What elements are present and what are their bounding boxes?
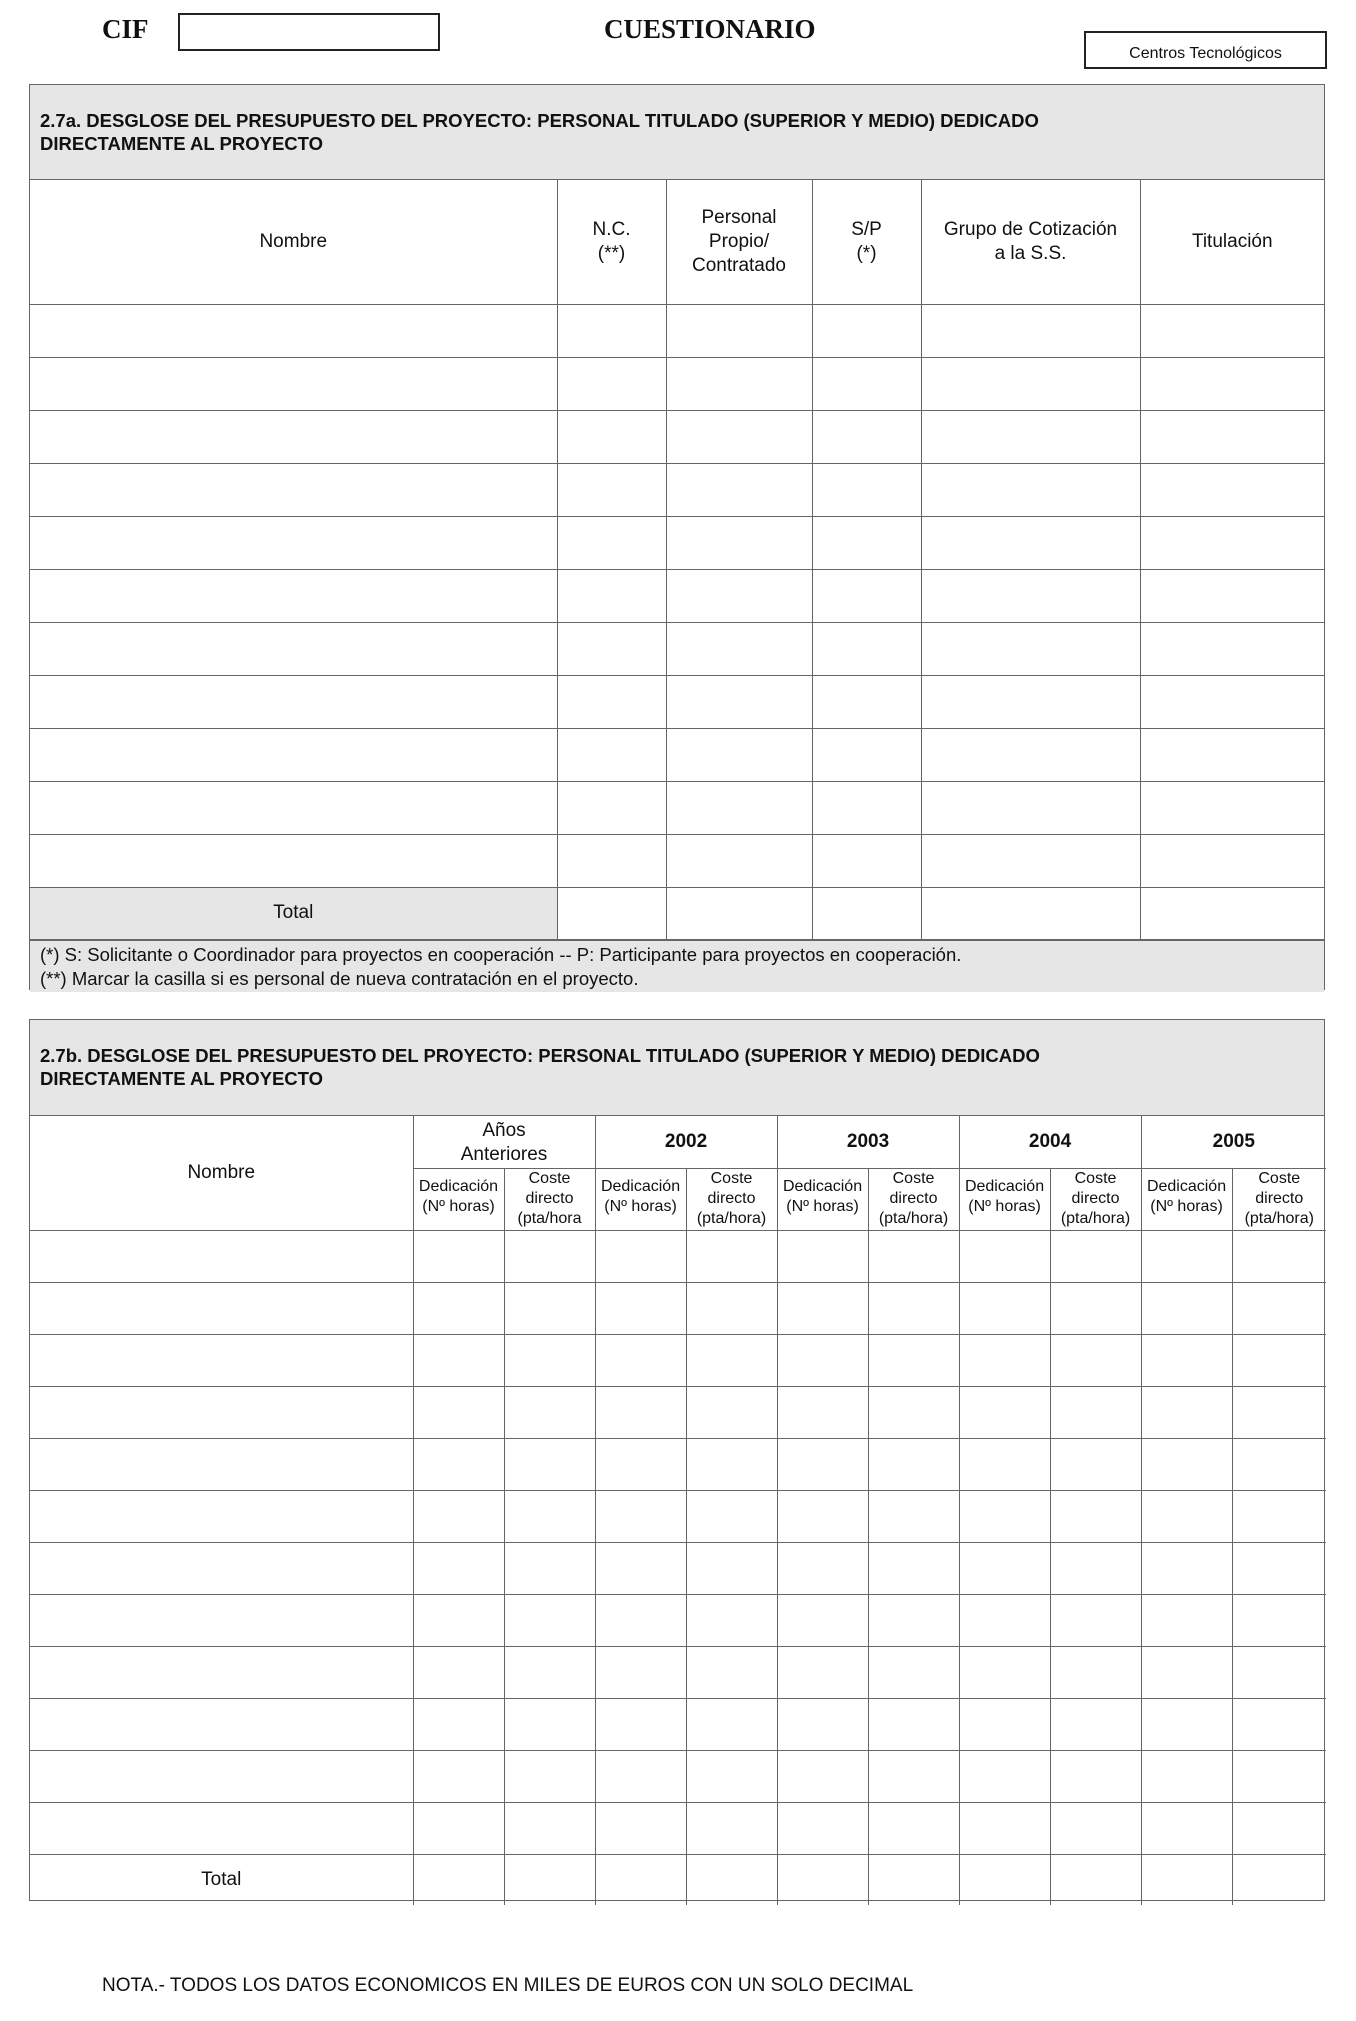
- input-cell[interactable]: [1140, 357, 1324, 410]
- input-cell[interactable]: [1232, 1490, 1326, 1542]
- input-cell[interactable]: [666, 781, 812, 834]
- col-coste-directo: Coste directo (pta/hora: [504, 1168, 595, 1230]
- input-cell[interactable]: [595, 1698, 686, 1750]
- input-cell[interactable]: [1232, 1230, 1326, 1282]
- col-dedicacion: Dedicación (Nº horas): [777, 1168, 868, 1230]
- input-cell[interactable]: [30, 1750, 413, 1802]
- input-cell[interactable]: [1232, 1646, 1326, 1698]
- input-cell[interactable]: [777, 1646, 868, 1698]
- input-cell[interactable]: [868, 1490, 959, 1542]
- category-tag: Centros Tecnológicos: [1084, 31, 1327, 69]
- total-row: [30, 887, 1324, 939]
- personnel-table-b: [30, 1116, 1326, 1905]
- input-cell[interactable]: [666, 834, 812, 887]
- col-titulacion: Titulación: [1140, 180, 1324, 304]
- input-cell[interactable]: [595, 1750, 686, 1802]
- col-sp: S/P (*): [812, 180, 921, 304]
- input-cell[interactable]: [557, 516, 666, 569]
- table-header-row: [30, 180, 1324, 304]
- input-cell[interactable]: [557, 569, 666, 622]
- input-cell[interactable]: [686, 1802, 777, 1854]
- total-cell[interactable]: [777, 1854, 868, 1905]
- input-cell[interactable]: [30, 410, 557, 463]
- footnote-nc: (**) Marcar la casilla si es personal de nueva contratación en el proyecto.: [40, 967, 639, 989]
- input-cell[interactable]: [666, 516, 812, 569]
- input-cell[interactable]: [30, 1230, 413, 1282]
- input-cell[interactable]: [30, 622, 557, 675]
- input-cell[interactable]: [504, 1542, 595, 1594]
- table-row: [30, 410, 1324, 463]
- input-cell[interactable]: [1232, 1802, 1326, 1854]
- input-cell[interactable]: [1141, 1438, 1232, 1490]
- input-cell[interactable]: [868, 1594, 959, 1646]
- section-2-7a: [29, 84, 1325, 990]
- input-cell[interactable]: [413, 1594, 504, 1646]
- input-cell[interactable]: [1050, 1386, 1141, 1438]
- input-cell[interactable]: [1141, 1698, 1232, 1750]
- input-cell[interactable]: [686, 1230, 777, 1282]
- input-cell[interactable]: [413, 1490, 504, 1542]
- year-header-row: [30, 1116, 1326, 1168]
- input-cell[interactable]: [1232, 1750, 1326, 1802]
- input-cell[interactable]: [868, 1282, 959, 1334]
- input-cell[interactable]: [595, 1542, 686, 1594]
- input-cell[interactable]: [504, 1594, 595, 1646]
- input-cell[interactable]: [30, 1698, 413, 1750]
- input-cell[interactable]: [1232, 1438, 1326, 1490]
- total-cell[interactable]: [959, 1854, 1050, 1905]
- input-cell[interactable]: [1232, 1698, 1326, 1750]
- input-cell[interactable]: [686, 1646, 777, 1698]
- col-dedicacion: Dedicación (Nº horas): [413, 1168, 504, 1230]
- input-cell[interactable]: [557, 622, 666, 675]
- table-row: [30, 1282, 1326, 1334]
- input-cell[interactable]: [921, 834, 1140, 887]
- input-cell[interactable]: [557, 728, 666, 781]
- col-grupo: Grupo de Cotización a la S.S.: [921, 180, 1140, 304]
- input-cell[interactable]: [413, 1386, 504, 1438]
- input-cell[interactable]: [1050, 1230, 1141, 1282]
- input-cell[interactable]: [777, 1594, 868, 1646]
- table-row: [30, 1438, 1326, 1490]
- total-cell[interactable]: [557, 887, 666, 939]
- input-cell[interactable]: [686, 1542, 777, 1594]
- input-cell[interactable]: [921, 728, 1140, 781]
- input-cell[interactable]: [595, 1386, 686, 1438]
- footnote-sp: (*) S: Solicitante o Coordinador para proyectos en cooperación -- P: Participante para proyectos en cooperación.: [40, 943, 962, 965]
- input-cell[interactable]: [504, 1802, 595, 1854]
- input-cell[interactable]: [595, 1490, 686, 1542]
- table-row: [30, 357, 1324, 410]
- table-row: [30, 304, 1324, 357]
- input-cell[interactable]: [686, 1698, 777, 1750]
- input-cell[interactable]: [504, 1438, 595, 1490]
- table-row: [30, 834, 1324, 887]
- input-cell[interactable]: [557, 834, 666, 887]
- input-cell[interactable]: [686, 1750, 777, 1802]
- input-cell[interactable]: [959, 1490, 1050, 1542]
- input-cell[interactable]: [1140, 410, 1324, 463]
- input-cell[interactable]: [868, 1646, 959, 1698]
- cif-label: CIF: [102, 14, 149, 44]
- input-cell[interactable]: [777, 1802, 868, 1854]
- input-cell[interactable]: [666, 357, 812, 410]
- input-cell[interactable]: [413, 1802, 504, 1854]
- input-cell[interactable]: [666, 622, 812, 675]
- input-cell[interactable]: [921, 410, 1140, 463]
- col-2005: 2005: [1141, 1116, 1326, 1168]
- input-cell[interactable]: [1050, 1438, 1141, 1490]
- input-cell[interactable]: [413, 1750, 504, 1802]
- input-cell[interactable]: [959, 1438, 1050, 1490]
- total-cell[interactable]: [1050, 1854, 1141, 1905]
- input-cell[interactable]: [777, 1386, 868, 1438]
- input-cell[interactable]: [413, 1646, 504, 1698]
- input-cell[interactable]: [30, 1802, 413, 1854]
- input-cell[interactable]: [413, 1334, 504, 1386]
- input-cell[interactable]: [868, 1750, 959, 1802]
- input-cell[interactable]: [777, 1282, 868, 1334]
- input-cell[interactable]: [666, 675, 812, 728]
- input-cell[interactable]: [1140, 569, 1324, 622]
- input-cell[interactable]: [812, 569, 921, 622]
- input-cell[interactable]: [504, 1750, 595, 1802]
- input-cell[interactable]: [921, 781, 1140, 834]
- table-row: [30, 728, 1324, 781]
- input-cell[interactable]: [1140, 781, 1324, 834]
- input-cell[interactable]: [686, 1438, 777, 1490]
- input-cell[interactable]: [812, 834, 921, 887]
- col-coste-directo: Coste directo (pta/hora): [686, 1168, 777, 1230]
- input-cell[interactable]: [595, 1646, 686, 1698]
- input-cell[interactable]: [30, 1490, 413, 1542]
- input-cell[interactable]: [777, 1438, 868, 1490]
- input-cell[interactable]: [868, 1386, 959, 1438]
- table-row: [30, 1542, 1326, 1594]
- total-cell[interactable]: [921, 887, 1140, 939]
- input-cell[interactable]: [1050, 1750, 1141, 1802]
- input-cell[interactable]: [557, 781, 666, 834]
- input-cell[interactable]: [959, 1542, 1050, 1594]
- total-cell[interactable]: [1232, 1854, 1326, 1905]
- input-cell[interactable]: [504, 1490, 595, 1542]
- input-cell[interactable]: [959, 1334, 1050, 1386]
- input-cell[interactable]: [413, 1438, 504, 1490]
- input-cell[interactable]: [868, 1334, 959, 1386]
- input-cell[interactable]: [30, 675, 557, 728]
- input-cell[interactable]: [30, 304, 557, 357]
- table-row: [30, 1698, 1326, 1750]
- page-title: CUESTIONARIO: [604, 14, 816, 44]
- section-2-7a-title: [30, 85, 1324, 180]
- col-dedicacion: Dedicación (Nº horas): [1141, 1168, 1232, 1230]
- section-2-7b-title-line2: DIRECTAMENTE AL PROYECTO: [40, 1068, 324, 1089]
- input-cell[interactable]: [686, 1386, 777, 1438]
- input-cell[interactable]: [868, 1802, 959, 1854]
- input-cell[interactable]: [812, 675, 921, 728]
- input-cell[interactable]: [1140, 728, 1324, 781]
- input-cell[interactable]: [1140, 516, 1324, 569]
- input-cell[interactable]: [1140, 622, 1324, 675]
- input-cell[interactable]: [666, 728, 812, 781]
- input-cell[interactable]: [959, 1386, 1050, 1438]
- table-row: [30, 463, 1324, 516]
- input-cell[interactable]: [777, 1542, 868, 1594]
- input-cell[interactable]: [595, 1334, 686, 1386]
- input-cell[interactable]: [504, 1282, 595, 1334]
- input-cell[interactable]: [921, 304, 1140, 357]
- input-cell[interactable]: [812, 304, 921, 357]
- col-anteriores: Años Anteriores: [413, 1116, 595, 1168]
- input-cell[interactable]: [777, 1490, 868, 1542]
- input-cell[interactable]: [1140, 463, 1324, 516]
- table-row: [30, 1802, 1326, 1854]
- table-row: [30, 622, 1324, 675]
- input-cell[interactable]: [686, 1282, 777, 1334]
- input-cell[interactable]: [1232, 1386, 1326, 1438]
- input-cell[interactable]: [504, 1698, 595, 1750]
- input-cell[interactable]: [666, 463, 812, 516]
- table-row: [30, 1594, 1326, 1646]
- total-cell[interactable]: [504, 1854, 595, 1905]
- table-row: [30, 1334, 1326, 1386]
- table-row: [30, 516, 1324, 569]
- input-cell[interactable]: [413, 1230, 504, 1282]
- input-cell[interactable]: [30, 1542, 413, 1594]
- table-row: [30, 781, 1324, 834]
- input-cell[interactable]: [504, 1386, 595, 1438]
- table-row: [30, 1750, 1326, 1802]
- total-cell[interactable]: [686, 1854, 777, 1905]
- input-cell[interactable]: [1141, 1490, 1232, 1542]
- footnotes: [30, 940, 1324, 992]
- input-cell[interactable]: [30, 463, 557, 516]
- input-cell[interactable]: [1141, 1594, 1232, 1646]
- col-dedicacion: Dedicación (Nº horas): [959, 1168, 1050, 1230]
- input-cell[interactable]: [30, 1646, 413, 1698]
- input-cell[interactable]: [504, 1334, 595, 1386]
- input-cell[interactable]: [595, 1282, 686, 1334]
- input-cell[interactable]: [777, 1334, 868, 1386]
- input-cell[interactable]: [666, 569, 812, 622]
- input-cell[interactable]: [557, 463, 666, 516]
- input-cell[interactable]: [595, 1802, 686, 1854]
- total-row-b: [30, 1854, 1326, 1905]
- input-cell[interactable]: [1232, 1334, 1326, 1386]
- input-cell[interactable]: [1141, 1802, 1232, 1854]
- input-cell[interactable]: [1050, 1698, 1141, 1750]
- input-cell[interactable]: [1141, 1230, 1232, 1282]
- input-cell[interactable]: [921, 675, 1140, 728]
- input-cell[interactable]: [1232, 1594, 1326, 1646]
- total-label: Total: [30, 887, 557, 939]
- total-cell[interactable]: [1140, 887, 1324, 939]
- col-nc: N.C. (**): [557, 180, 666, 304]
- input-cell[interactable]: [413, 1282, 504, 1334]
- input-cell[interactable]: [777, 1698, 868, 1750]
- input-cell[interactable]: [812, 410, 921, 463]
- input-cell[interactable]: [595, 1230, 686, 1282]
- cif-input-box[interactable]: [178, 13, 440, 51]
- input-cell[interactable]: [1050, 1282, 1141, 1334]
- col-coste-directo: Coste directo (pta/hora): [1050, 1168, 1141, 1230]
- input-cell[interactable]: [1141, 1334, 1232, 1386]
- total-cell[interactable]: [413, 1854, 504, 1905]
- input-cell[interactable]: [868, 1698, 959, 1750]
- input-cell[interactable]: [666, 410, 812, 463]
- input-cell[interactable]: [30, 781, 557, 834]
- input-cell[interactable]: [1141, 1282, 1232, 1334]
- input-cell[interactable]: [812, 463, 921, 516]
- input-cell[interactable]: [921, 569, 1140, 622]
- input-cell[interactable]: [686, 1334, 777, 1386]
- input-cell[interactable]: [30, 834, 557, 887]
- input-cell[interactable]: [595, 1438, 686, 1490]
- input-cell[interactable]: [921, 463, 1140, 516]
- input-cell[interactable]: [921, 516, 1140, 569]
- input-cell[interactable]: [777, 1750, 868, 1802]
- total-cell[interactable]: [812, 887, 921, 939]
- input-cell[interactable]: [504, 1646, 595, 1698]
- input-cell[interactable]: [1050, 1334, 1141, 1386]
- col-dedicacion: Dedicación (Nº horas): [595, 1168, 686, 1230]
- input-cell[interactable]: [1050, 1594, 1141, 1646]
- input-cell[interactable]: [666, 304, 812, 357]
- table-row: [30, 1386, 1326, 1438]
- input-cell[interactable]: [686, 1490, 777, 1542]
- col-coste-directo: Coste directo (pta/hora): [1232, 1168, 1326, 1230]
- input-cell[interactable]: [686, 1594, 777, 1646]
- col-personal: Personal Propio/ Contratado: [666, 180, 812, 304]
- input-cell[interactable]: [812, 728, 921, 781]
- input-cell[interactable]: [1141, 1646, 1232, 1698]
- input-cell[interactable]: [868, 1230, 959, 1282]
- input-cell[interactable]: [30, 1386, 413, 1438]
- input-cell[interactable]: [812, 781, 921, 834]
- input-cell[interactable]: [1141, 1542, 1232, 1594]
- input-cell[interactable]: [1140, 675, 1324, 728]
- total-cell[interactable]: [1141, 1854, 1232, 1905]
- input-cell[interactable]: [1050, 1802, 1141, 1854]
- input-cell[interactable]: [921, 622, 1140, 675]
- input-cell[interactable]: [30, 357, 557, 410]
- section-2-7b-title: [30, 1020, 1324, 1116]
- input-cell[interactable]: [557, 357, 666, 410]
- input-cell[interactable]: [1140, 304, 1324, 357]
- input-cell[interactable]: [959, 1594, 1050, 1646]
- input-cell[interactable]: [504, 1230, 595, 1282]
- input-cell[interactable]: [1050, 1542, 1141, 1594]
- input-cell[interactable]: [959, 1282, 1050, 1334]
- input-cell[interactable]: [30, 1282, 413, 1334]
- input-cell[interactable]: [959, 1802, 1050, 1854]
- input-cell[interactable]: [413, 1698, 504, 1750]
- input-cell[interactable]: [812, 357, 921, 410]
- input-cell[interactable]: [921, 357, 1140, 410]
- table-row: [30, 1490, 1326, 1542]
- input-cell[interactable]: [413, 1542, 504, 1594]
- input-cell[interactable]: [1232, 1282, 1326, 1334]
- input-cell[interactable]: [1141, 1386, 1232, 1438]
- col-2004: 2004: [959, 1116, 1141, 1168]
- col-nombre: Nombre: [30, 180, 557, 304]
- input-cell[interactable]: [777, 1230, 868, 1282]
- input-cell[interactable]: [557, 410, 666, 463]
- col-nombre-b: Nombre: [30, 1116, 413, 1230]
- input-cell[interactable]: [868, 1438, 959, 1490]
- section-2-7a-title-line1: 2.7a. DESGLOSE DEL PRESUPUESTO DEL PROYECTO: PERSONAL TITULADO (SUPERIOR Y MEDIO) DEDICADO: [40, 110, 1039, 131]
- section-2-7b-title-line1: 2.7b. DESGLOSE DEL PRESUPUESTO DEL PROYECTO: PERSONAL TITULADO (SUPERIOR Y MEDIO) DEDICADO: [40, 1045, 1040, 1066]
- input-cell[interactable]: [1141, 1750, 1232, 1802]
- input-cell[interactable]: [30, 569, 557, 622]
- input-cell[interactable]: [1140, 834, 1324, 887]
- total-cell[interactable]: [666, 887, 812, 939]
- total-cell[interactable]: [868, 1854, 959, 1905]
- input-cell[interactable]: [30, 1594, 413, 1646]
- input-cell[interactable]: [30, 728, 557, 781]
- input-cell[interactable]: [812, 516, 921, 569]
- col-coste-directo: Coste directo (pta/hora): [868, 1168, 959, 1230]
- table-row: [30, 569, 1324, 622]
- input-cell[interactable]: [557, 304, 666, 357]
- total-cell[interactable]: [595, 1854, 686, 1905]
- col-2003: 2003: [777, 1116, 959, 1168]
- table-row: [30, 675, 1324, 728]
- personnel-table-a: [30, 180, 1324, 940]
- total-label-b: Total: [30, 1854, 413, 1905]
- input-cell[interactable]: [1050, 1490, 1141, 1542]
- input-cell[interactable]: [30, 1334, 413, 1386]
- section-2-7a-title-line2: DIRECTAMENTE AL PROYECTO: [40, 133, 324, 154]
- input-cell[interactable]: [30, 1438, 413, 1490]
- input-cell[interactable]: [812, 622, 921, 675]
- input-cell[interactable]: [959, 1646, 1050, 1698]
- table-row: [30, 1646, 1326, 1698]
- col-2002: 2002: [595, 1116, 777, 1168]
- input-cell[interactable]: [30, 516, 557, 569]
- footer-note: NOTA.- TODOS LOS DATOS ECONOMICOS EN MILES DE EUROS CON UN SOLO DECIMAL: [102, 1975, 914, 1996]
- input-cell[interactable]: [557, 675, 666, 728]
- section-2-7b: [29, 1019, 1325, 1901]
- input-cell[interactable]: [959, 1230, 1050, 1282]
- input-cell[interactable]: [1050, 1646, 1141, 1698]
- input-cell[interactable]: [595, 1594, 686, 1646]
- input-cell[interactable]: [959, 1750, 1050, 1802]
- input-cell[interactable]: [868, 1542, 959, 1594]
- input-cell[interactable]: [959, 1698, 1050, 1750]
- table-row: [30, 1230, 1326, 1282]
- input-cell[interactable]: [1232, 1542, 1326, 1594]
